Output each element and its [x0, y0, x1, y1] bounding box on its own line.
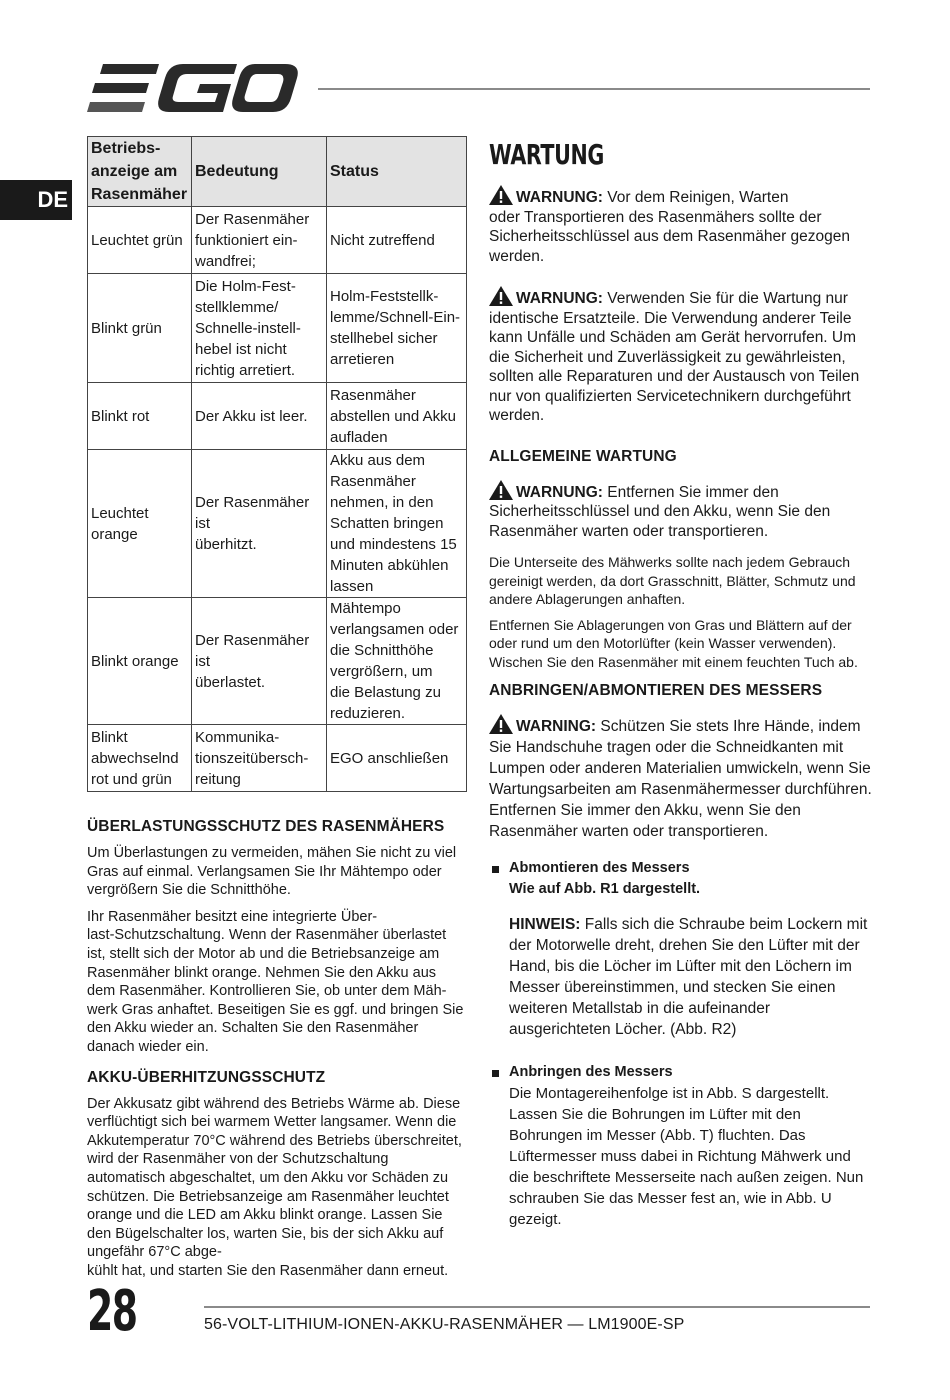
footer-rule: [204, 1306, 870, 1308]
warning-icon: [489, 714, 513, 734]
table-cell: EGO anschließen: [327, 725, 467, 792]
warning-label: WARNUNG:: [516, 483, 603, 501]
table-cell: Blinkt grün: [88, 274, 192, 383]
table-cell: Akku aus dem Rasenmäher nehmen, in den Schatten bringen und mindestens 15 Minuten abkühlen lassen: [327, 450, 467, 598]
header-status: Status: [327, 137, 467, 207]
table-row: [88, 383, 467, 450]
table-cell: Leuchtet grün: [88, 207, 192, 274]
warning-icon: [489, 185, 513, 205]
status-table: [87, 136, 467, 792]
table-row: [88, 598, 467, 725]
bullet-icon: [492, 866, 499, 873]
general-paragraph-2: Entfernen Sie Ablagerungen von Gras und Blättern auf der oder rund um den Motorlüfter (kein Wasser verwenden). Wischen Sie den Rasenmäher mit einem feuchten Tuch ab.: [489, 616, 858, 670]
bullet-title: Abmontieren des Messers: [509, 859, 690, 876]
table-cell: Der Akku ist leer.: [192, 383, 327, 450]
table-cell: Nicht zutreffend: [327, 207, 467, 274]
warning-text: Verwenden Sie für die Wartung nur identische Ersatzteile. Die Verwendung anderer Teile kann Unfälle und Schäden am Gerät hervorrufen. Um die Sicherheit und Zuverlässigkeit zu gewährleisten, sollten alle Reparaturen und der Austausch von Teilen nur von qualifizierten Servicetechnikern durchgeführt werden.: [489, 290, 860, 424]
left-column: [87, 136, 467, 1280]
warning-icon: [489, 480, 513, 500]
page-title: WARTUNG: [489, 138, 604, 171]
bullet-title: Anbringen des Messers: [509, 1063, 673, 1080]
table-cell: Blinkt abwechselnd rot und grün: [88, 725, 192, 792]
warning-3: [489, 480, 874, 542]
header-rule: [318, 88, 870, 90]
table-cell: Der Rasenmäher ist überhitzt.: [192, 450, 327, 598]
warning-label: WARNING:: [516, 717, 597, 735]
table-row: [88, 207, 467, 274]
battery-heading: AKKU-ÜBERHITZUNGSSCHUTZ: [87, 1068, 326, 1086]
warning-label: WARNUNG:: [516, 189, 603, 206]
table-cell: Mähtempo verlangsamen oder die Schnitthöhe vergrößern, um die Belastung zu reduzieren.: [327, 598, 467, 725]
overload-paragraph-1: Um Überlastungen zu vermeiden, mähen Sie nicht zu viel Gras auf einmal. Verlangsamen Sie Ihr Mähtempo oder vergrößern Sie die Schnitthöhe.: [87, 845, 457, 899]
warning-icon: [489, 286, 513, 306]
blade-heading: ANBRINGEN/ABMONTIEREN DES MESSERS: [489, 681, 823, 699]
language-tab: DE: [0, 180, 72, 220]
table-cell: Die Holm-Fest- stellklemme/ Schnelle-instell- hebel ist nicht richtig arretiert.: [192, 274, 327, 383]
table-cell: Blinkt rot: [88, 383, 192, 450]
bullet-install-blade: [489, 1062, 874, 1230]
general-maintenance-heading: ALLGEMEINE WARTUNG: [489, 447, 677, 465]
battery-paragraph: Der Akkusatz gibt während des Betriebs Wärme ab. Diese verflüchtigt sich bei warmem Wetter langsamer. Wenn die Akkutemperatur 70°C während des Betriebs überschreitet, wird der Rasenmäher von der Schutzschaltung automatisch abgeschaltet, um den Akku vor Schäden zu schützen. Die Betriebsanzeige am Rasenmäher leuchtet orange und die LED am Akku blinkt orange. Lassen Sie den Bügelschalter los, warten Sie, bis der sich Akku auf ungefähr 67°C abge- kühlt hat, und starten Sie den Rasenmäher dann erneut.: [87, 1095, 462, 1279]
table-cell: Blinkt orange: [88, 598, 192, 725]
table-cell: Kommunika- tionszeitübersch- reitung: [192, 725, 327, 792]
warning-2: [489, 286, 874, 426]
right-column: [489, 136, 874, 1230]
table-header-row: [88, 137, 467, 207]
bullet-remove-blade: [489, 858, 874, 1040]
note: [509, 914, 874, 1040]
table-cell: Leuchtet orange: [88, 450, 192, 598]
table-cell: Rasenmäher abstellen und Akku aufladen: [327, 383, 467, 450]
warning-label: WARNUNG:: [516, 290, 603, 307]
bullet-subtitle: Wie auf Abb. R1 dargestellt.: [509, 880, 701, 897]
table-cell: Holm-Feststellk- lemme/Schnell-Ein- stellhebel sicher arretieren: [327, 274, 467, 383]
overload-paragraph-2: Ihr Rasenmäher besitzt eine integrierte Über- last-Schutzschaltung. Wenn der Rasenmäher überlastet ist, stellt sich der Motor ab und die Betriebsanzeige am Rasenmäher blinkt orange. Nehmen Sie den Akku aus dem Rasenmäher. Kontrollieren Sie, ob unter dem Mäh- werk Gras anhaftet. Beseitigen Sie es ggf. und bringen Sie den Akku wieder an. Schalten Sie den Rasenmäher danach wieder ein.: [87, 908, 464, 1055]
footer-text: 56-VOLT-LITHIUM-IONEN-AKKU-RASENMÄHER — LM1900E-SP: [204, 1316, 685, 1333]
header-indicator: Betriebs- anzeige am Rasenmäher: [88, 137, 192, 207]
ego-logo: [87, 62, 299, 114]
bullet-text: Die Montagereihenfolge ist in Abb. S dargestellt. Lassen Sie die Bohrungen im Lüfter mit den Bohrungen im Messer (Abb. T) fluchten. Das Lüftermesser muss dabei in Richtung Mähwerk und die beschriftete Messerseite nach außen zeigen. Nun schrauben Sie das Messer fest an, wie in Abb. U gezeigt.: [509, 1084, 864, 1228]
warning-text: Schützen Sie stets Ihre Hände, indem Sie Handschuhe tragen oder die Schneidkanten mit Lumpen oder anderen Materialien umwickeln, wenn Sie Wartungsarbeiten am Rasenmähermesser durchführen. Entfernen Sie immer den Akku, wenn Sie den Rasenmäher warten oder transportieren.: [489, 717, 872, 840]
overload-heading: ÜBERLASTUNGSSCHUTZ DES RASENMÄHERS: [87, 818, 445, 835]
warning-text: Vor dem Reinigen, Warten oder Transportieren des Rasenmähers sollte der Sicherheitsschlüssel aus dem Rasenmäher gezogen werden.: [489, 189, 851, 265]
warning-text: Entfernen Sie immer den Sicherheitsschlüssel und den Akku, wenn Sie den Rasenmäher warten oder transportieren.: [489, 483, 831, 540]
header-meaning: Bedeutung: [192, 137, 327, 207]
table-row: [88, 450, 467, 598]
general-paragraph-1: Die Unterseite des Mähwerks sollte nach jedem Gebrauch gereinigt werden, da dort Grasschnitt, Blätter, Schmutz und andere Ablagerungen anhaften.: [489, 554, 856, 608]
warning-4: [489, 714, 874, 842]
note-label: HINWEIS:: [509, 915, 581, 933]
table-row: [88, 725, 467, 792]
table-cell: Der Rasenmäher funktioniert ein- wandfrei;: [192, 207, 327, 274]
table-cell: Der Rasenmäher ist überlastet.: [192, 598, 327, 725]
note-text: Falls sich die Schraube beim Lockern mit der Motorwelle dreht, drehen Sie den Lüfter mit der Hand, bis die Löcher im Lüfter mit den Löchern im Messer übereinstimmen, und stecken Sie einen weiteren Metallstab in die aufeinander ausgerichteten Löcher. (Abb. R2): [509, 915, 868, 1038]
warning-1: [489, 185, 874, 266]
page-number: 28: [87, 1279, 137, 1344]
bullet-icon: [492, 1070, 499, 1077]
table-row: [88, 274, 467, 383]
